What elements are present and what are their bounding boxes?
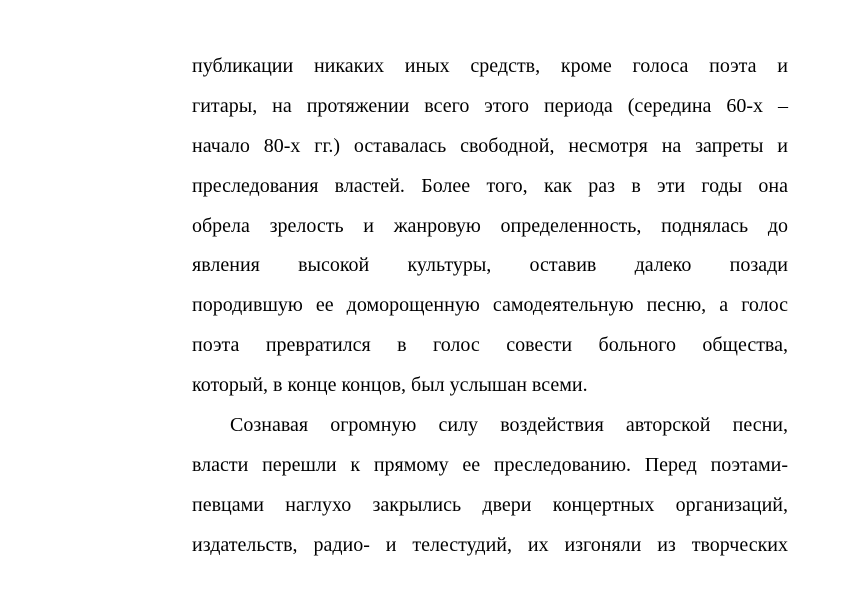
paragraph-2 [192, 411, 788, 571]
text-line: поэта превратился в голос совести больного общества, [192, 334, 788, 357]
text-line: издательств, радио- и телестудий, их изгоняли из творческих [192, 533, 788, 556]
body-text [192, 52, 788, 571]
paragraph-1 [192, 52, 788, 411]
text-line: начало 80-х гг.) оставалась свободной, несмотря на запреты и [192, 134, 788, 157]
text-line: публикации никаких иных средств, кроме голоса поэта и [192, 55, 788, 77]
text-line: обрела зрелость и жанровую определенность, поднялась до [192, 214, 788, 237]
text-line: преследования властей. Более того, как раз в эти годы она [192, 174, 788, 197]
text-line: власти перешли к прямому ее преследованию. Перед поэтами- [192, 453, 788, 476]
text-line: гитары, на протяжении всего этого периода (середина 60-х – [192, 94, 788, 117]
text-line: явления высокой культуры, оставив далеко позади [192, 254, 788, 277]
text-line-first: Сознавая огромную силу воздействия авторской песни, [230, 414, 788, 437]
text-line-last: который, в конце концов, был услышан всеми. [192, 374, 588, 397]
text-line: певцами наглухо закрылись двери концертных организаций, [192, 493, 788, 516]
text-line: породившую ее доморощенную самодеятельную песню, а голос [192, 294, 788, 317]
